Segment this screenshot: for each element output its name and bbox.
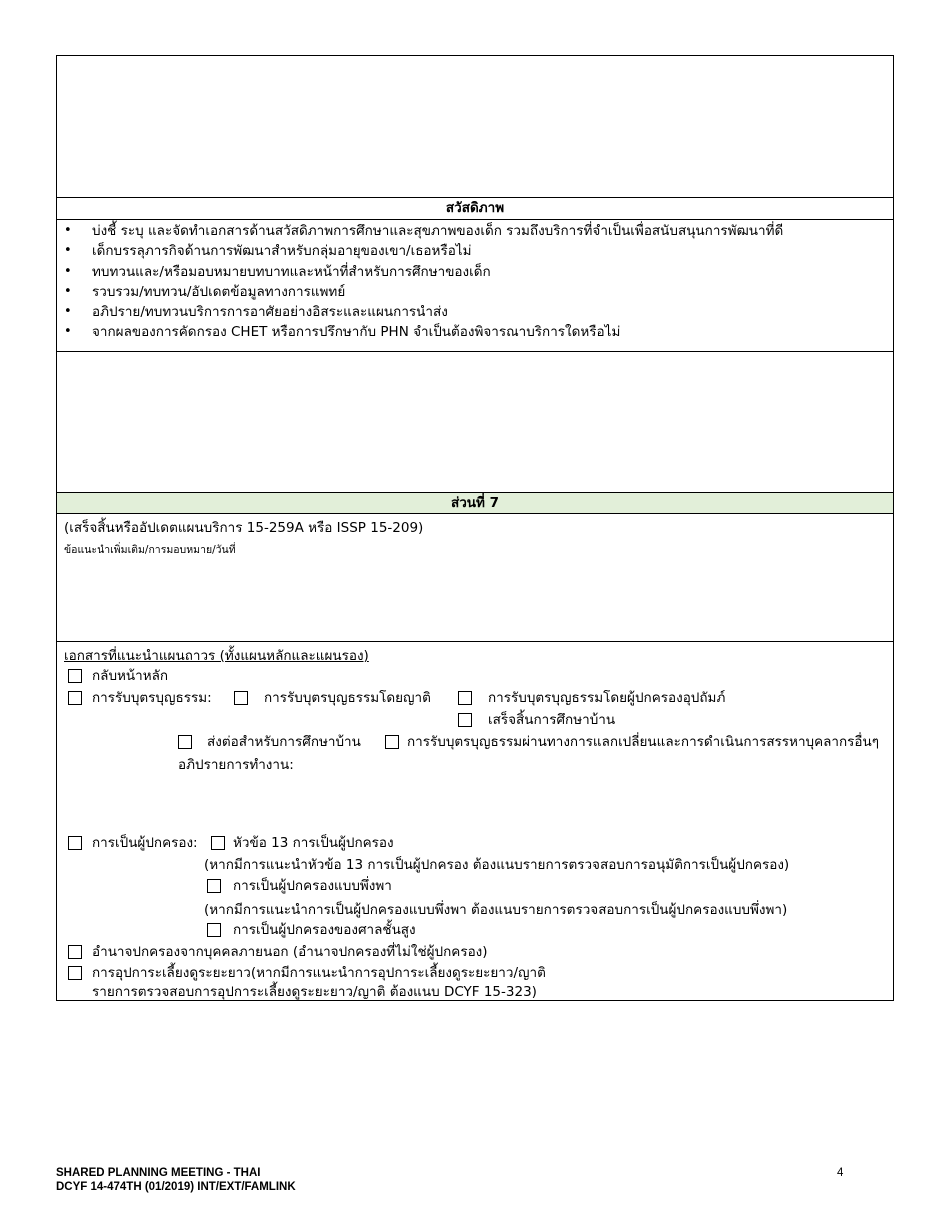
adoption-exchange-checkbox[interactable] bbox=[385, 735, 399, 749]
guardianship-checkbox[interactable] bbox=[68, 836, 82, 850]
list-item: • อภิปราย/ทบทวนบริการการอาศัยอย่างอิสระและแผนการนำส่ง bbox=[57, 302, 893, 322]
home-study-complete-label: เสร็จสิ้นการศึกษาบ้าน bbox=[488, 712, 616, 728]
guardianship-label: การเป็นผู้ปกครอง: bbox=[92, 835, 198, 851]
return-home-checkbox[interactable] bbox=[68, 669, 82, 683]
title13-checkbox[interactable] bbox=[211, 836, 225, 850]
home-study-referral-label: ส่งต่อสำหรับการศึกษาบ้าน bbox=[207, 734, 361, 750]
adoption-label: การรับบุตรบุญธรรม: bbox=[92, 690, 212, 706]
dependency-checkbox[interactable] bbox=[207, 879, 221, 893]
third-party-custody-checkbox[interactable] bbox=[68, 945, 82, 959]
divider bbox=[57, 219, 893, 220]
part7-notes-label: ข้อแนะนำเพิ่มเติม/การมอบหมาย/วันที่ bbox=[64, 544, 236, 556]
page-number: 4 bbox=[837, 1167, 844, 1179]
title13-label: หัวข้อ 13 การเป็นผู้ปกครอง bbox=[233, 835, 394, 851]
list-item: • รวบรวม/ทบทวน/อัปเดตข้อมูลทางการแพทย์ bbox=[57, 282, 893, 302]
title13-note: (หากมีการแนะนำหัวข้อ 13 การเป็นผู้ปกครอง ต้องแนบรายการตรวจสอบการอนุมัติการเป็นผู้ปกครอง) bbox=[204, 857, 790, 873]
home-study-referral-checkbox[interactable] bbox=[178, 735, 192, 749]
list-item: • บ่งชี้ ระบุ และจัดทำเอกสารด้านสวัสดิภาพการศึกษาและสุขภาพของเด็ก รวมถึงบริการที่จำเป็นเพื่อสนับสนุนการพัฒนาที่ดี bbox=[57, 221, 893, 241]
long-term-care-label: การอุปการะเลี้ยงดูระยะยาว(หากมีการแนะนำการอุปการะเลี้ยงดูระยะยาว/ญาติ bbox=[92, 965, 546, 981]
third-party-custody-label: อำนาจปกครองจากบุคคลภายนอก (อำนาจปกครองที่ไม่ใช่ผู้ปกครอง) bbox=[92, 944, 488, 960]
adoption-foster-label: การรับบุตรบุญธรรมโดยผู้ปกครองอุปถัมภ์ bbox=[488, 690, 726, 706]
divider bbox=[57, 641, 893, 642]
long-term-care-checkbox[interactable] bbox=[68, 966, 82, 980]
return-home-label: กลับหน้าหลัก bbox=[92, 668, 169, 684]
form-table bbox=[56, 55, 894, 1001]
adoption-foster-checkbox[interactable] bbox=[458, 691, 472, 705]
dependency-note: (หากมีการแนะนำการเป็นผู้ปกครองแบบพึ่งพา ต้องแนบรายการตรวจสอบการเป็นผู้ปกครองแบบพึ่งพา) bbox=[204, 902, 788, 918]
part7-intro: (เสร็จสิ้นหรืออัปเดตแผนบริการ 15-259A หรือ ISSP 15-209) bbox=[64, 520, 424, 536]
wellbeing-title: สวัสดิภาพ bbox=[445, 200, 505, 216]
superior-court-label: การเป็นผู้ปกครองของศาลชั้นสูง bbox=[233, 922, 416, 938]
list-item: • จากผลของการคัดกรอง CHET หรือการปรึกษากับ PHN จำเป็นต้องพิจารณาบริการใดหรือไม่ bbox=[57, 322, 893, 342]
list-item: • เด็กบรรลุภารกิจด้านการพัฒนาสำหรับกลุ่มอายุของเขา/เธอหรือไม่ bbox=[57, 241, 893, 261]
adoption-exchange-label: การรับบุตรบุญธรรมผ่านทางการแลกเปลี่ยนและการดำเนินการสรรหาบุคลากรอื่นๆ bbox=[407, 734, 880, 750]
permanency-heading: เอกสารที่แนะนำแผนถาวร (ทั้งแผนหลักและแผนรอง) bbox=[64, 648, 369, 664]
superior-court-checkbox[interactable] bbox=[207, 923, 221, 937]
part7-title: ส่วนที่ 7 bbox=[57, 493, 893, 513]
footer-form-number: DCYF 14-474TH (01/2019) INT/EXT/FAMLINK bbox=[56, 1181, 296, 1193]
long-term-care-note: รายการตรวจสอบการอุปการะเลี้ยงดูระยะยาว/ญาติ ต้องแนบ DCYF 15-323) bbox=[92, 984, 537, 1000]
adoption-checkbox[interactable] bbox=[68, 691, 82, 705]
divider bbox=[57, 513, 893, 514]
footer-form-title: SHARED PLANNING MEETING - THAI bbox=[56, 1167, 261, 1179]
adoption-relative-label: การรับบุตรบุญธรรมโดยญาติ bbox=[264, 690, 431, 706]
discuss-work-label: อภิปรายการทำงาน: bbox=[178, 757, 294, 773]
list-item: • ทบทวนและ/หรือมอบหมายบทบาทและหน้าที่สำหรับการศึกษาของเด็ก bbox=[57, 262, 893, 282]
dependency-label: การเป็นผู้ปกครองแบบพึ่งพา bbox=[233, 878, 392, 894]
home-study-complete-checkbox[interactable] bbox=[458, 713, 472, 727]
divider bbox=[57, 351, 893, 352]
adoption-relative-checkbox[interactable] bbox=[234, 691, 248, 705]
wellbeing-bullet-list bbox=[57, 221, 893, 343]
